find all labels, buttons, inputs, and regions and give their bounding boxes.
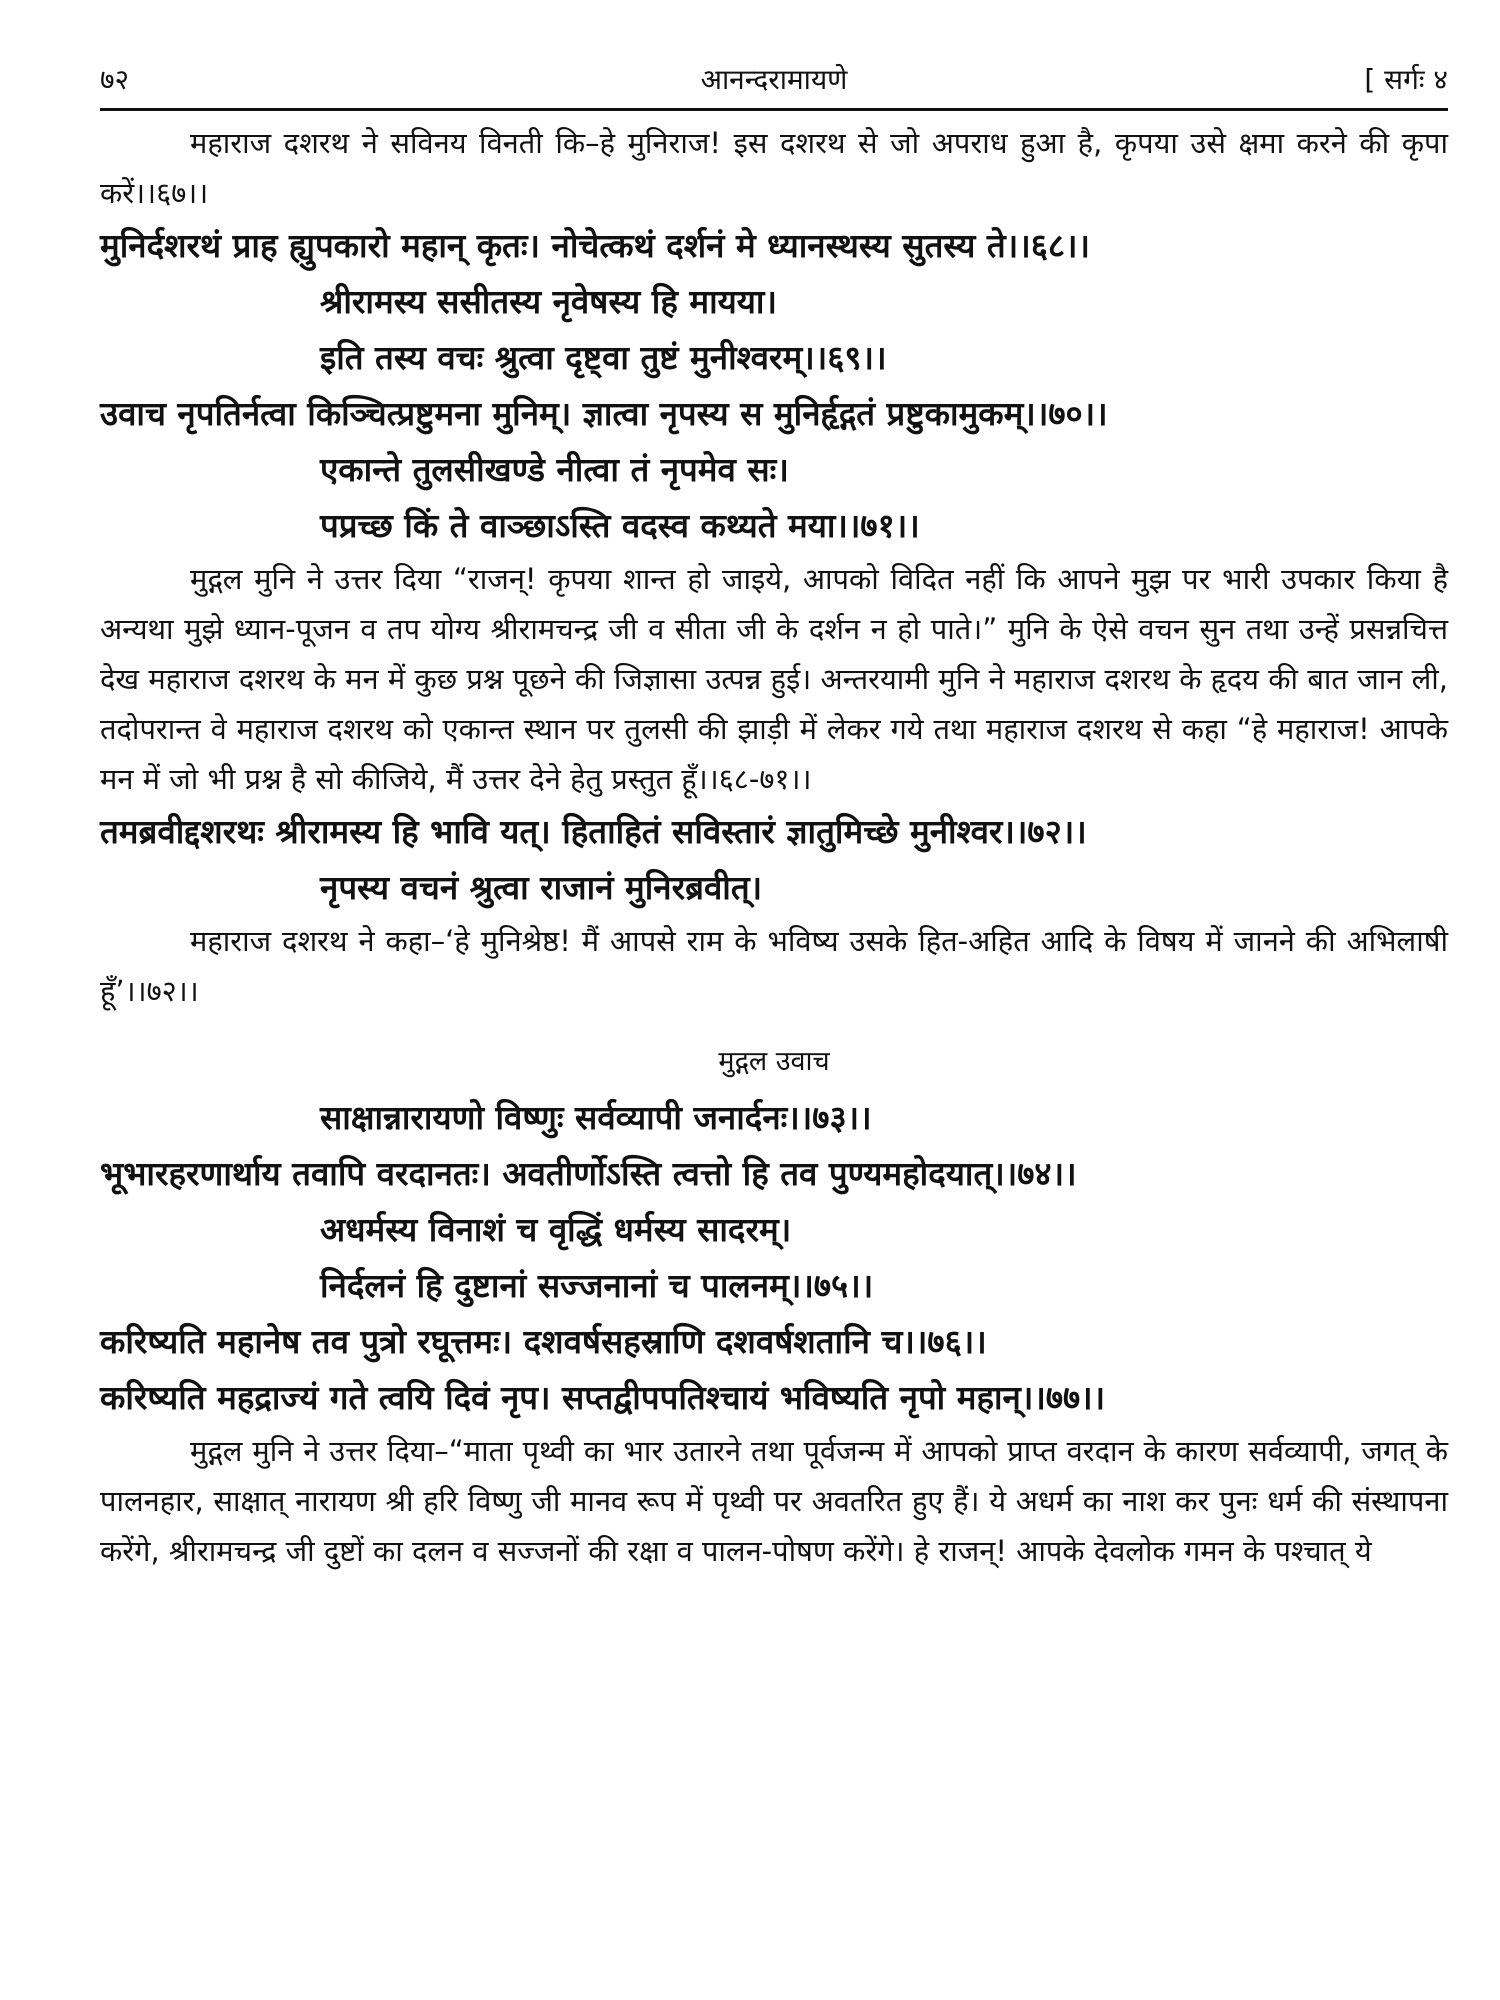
verse-line: एकान्ते तुलसीखण्डे नीत्वा तं नृपमेव सः।	[320, 450, 789, 489]
verse-line: मुनिर्दशरथं प्राह ह्युपकारो महान् कृतः। नोचेत्कथं दर्शनं मे ध्यानस्थस्य सुतस्य ते।।६८।।	[100, 226, 1091, 265]
verse-line: साक्षान्नारायणो विष्णुः सर्वव्यापी जनार्दनः।।७३।।	[320, 1098, 872, 1137]
verse-line: तमब्रवीद्दशरथः श्रीरामस्य हि भावि यत्। हिताहितं सविस्तारं ज्ञातुमिच्छे मुनीश्वर।।७२।।	[100, 812, 1087, 851]
translation-paragraph: महाराज दशरथ ने कहा–‘हे मुनिश्रेष्ठ! मैं आपसे राम के भविष्य उसके हित-अहित आदि के विषय में जानने की अभिलाषी हूँ’।।७२।।	[100, 924, 1448, 1008]
verse-line: करिष्यति महानेष तव पुत्रो रघूत्तमः। दशवर्षसहस्राणि दशवर्षशतानि च।।७६।।	[100, 1322, 987, 1361]
verse-line: उवाच नृपतिर्नत्वा किञ्चित्प्रष्टुमना मुनिम्। ज्ञात्वा नृपस्य स मुनिर्हृद्गतं प्रष्टुकामुकम्।।७०।।	[100, 394, 1108, 433]
page-body	[100, 118, 1448, 1576]
speaker-heading: मुद्गल उवाच	[718, 1046, 830, 1077]
header-rule	[100, 108, 1448, 111]
verse-line: नृपस्य वचनं श्रुत्वा राजानं मुनिरब्रवीत्।	[320, 868, 763, 907]
page-header	[100, 54, 1448, 104]
verse-line: श्रीरामस्य ससीतस्य नृवेषस्य हि मायया।	[320, 282, 777, 321]
running-title: आनन्दरामायणे	[700, 63, 848, 96]
verse-line: भूभारहरणार्थाय तवापि वरदानतः। अवतीर्णोऽस्ति त्वत्तो हि तव पुण्यमहोदयात्।।७४।।	[100, 1154, 1077, 1193]
verse-line: निर्दलनं हि दुष्टानां सज्जनानां च पालनम्।।७५।।	[320, 1266, 874, 1305]
translation-paragraph: मुद्गल मुनि ने उत्तर दिया–“माता पृथ्वी का भार उतारने तथा पूर्वजन्म में आपको प्राप्त वरदान के कारण सर्वव्यापी, जगत् के पालनहार, साक्षात् नारायण श्री हरि विष्णु जी मानव रूप में पृथ्वी पर अवतरित हुए हैं। ये अधर्म का नाश कर पुनः धर्म की संस्थापना करेंगे, श्रीरामचन्द्र जी दुष्टों का दलन व सज्जनों की रक्षा व पालन-पोषण करेंगे। हे राजन्! आपके देवलोक गमन के पश्चात् ये	[100, 1434, 1448, 1568]
section-label: [ सर्गः ४	[1364, 63, 1448, 96]
verse-line: करिष्यति महद्राज्यं गते त्वयि दिवं नृप। सप्तद्वीपपतिश्चायं भविष्यति नृपो महान्।।७७।।	[100, 1378, 1106, 1417]
translation-paragraph: महाराज दशरथ ने सविनय विनती कि–हे मुनिराज! इस दशरथ से जो अपराध हुआ है, कृपया उसे क्षमा करने की कृपा करें।।६७।।	[100, 126, 1448, 210]
verse-line: इति तस्य वचः श्रुत्वा दृष्ट्वा तुष्टं मुनीश्वरम्।।६९।।	[320, 338, 887, 377]
verse-line: अधर्मस्य विनाशं च वृद्धिं धर्मस्य सादरम्।	[320, 1210, 792, 1249]
page-number: ७२	[100, 63, 130, 96]
translation-paragraph: मुद्गल मुनि ने उत्तर दिया “राजन्! कृपया शान्त हो जाइये, आपको विदित नहीं कि आपने मुझ पर भारी उपकार किया है अन्यथा मुझे ध्यान-पूजन व तप योग्य श्रीरामचन्द्र जी व सीता जी के दर्शन न हो पाते।” मुनि के ऐसे वचन सुन तथा उन्हें प्रसन्नचित्त देख महाराज दशरथ के मन में कुछ प्रश्न पूछने की जिज्ञासा उत्पन्न हुई। अन्तरयामी मुनि ने महाराज दशरथ के हृदय की बात जान ली, तदोपरान्त वे महाराज दशरथ को एकान्त स्थान पर तुलसी की झाड़ी में लेकर गये तथा महाराज दशरथ से कहा “हे महाराज! आपके मन में जो भी प्रश्न है सो कीजिये, मैं उत्तर देने हेतु प्रस्तुत हूँ।।६८-७१।।	[100, 562, 1448, 796]
verse-line: पप्रच्छ किं ते वाञ्छाऽस्ति वदस्व कथ्यते मया।।७१।।	[320, 506, 920, 545]
